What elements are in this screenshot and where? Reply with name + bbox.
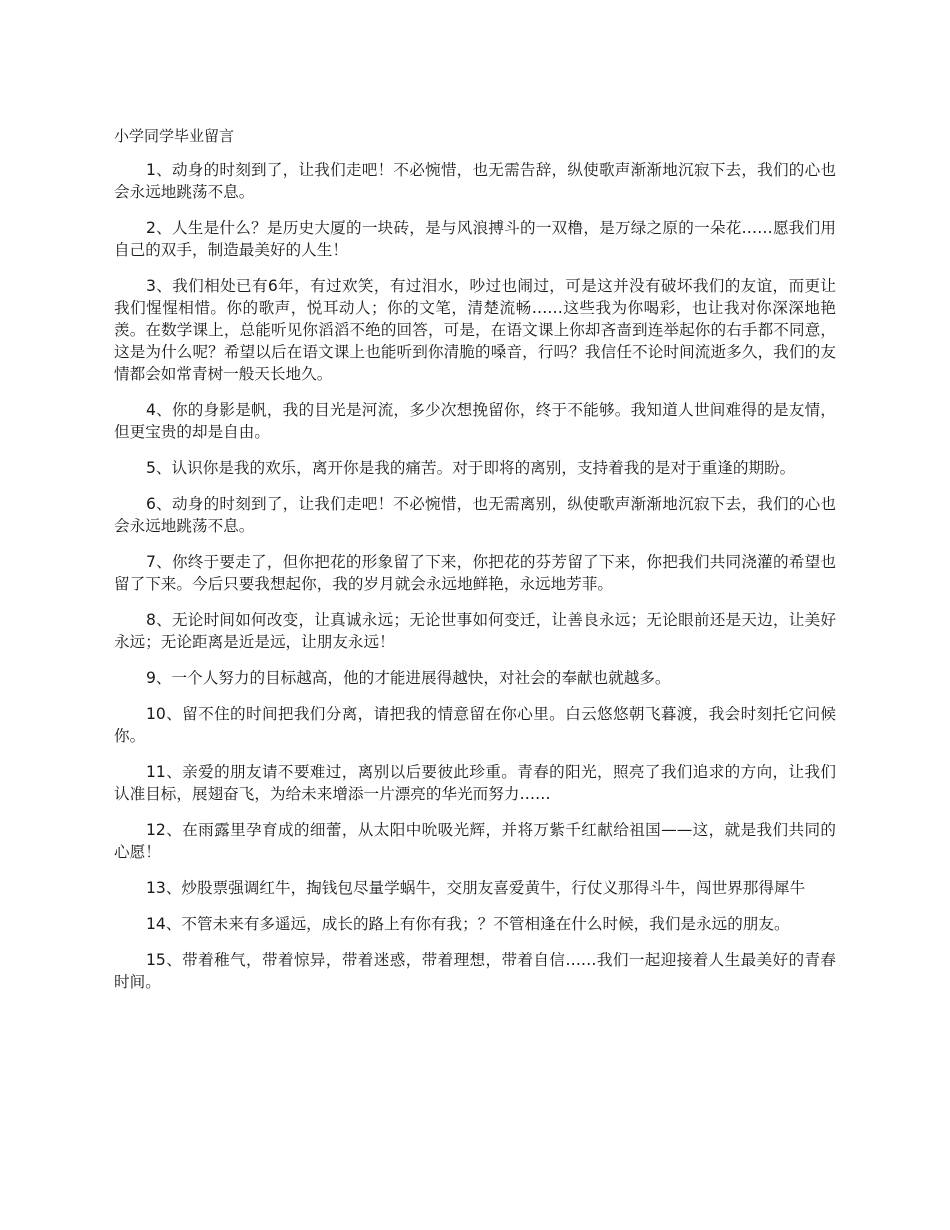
paragraph-15: 15、带着稚气，带着惊异，带着迷惑，带着理想，带着自信……我们一起迎接着人生最美好的青春时间。 — [114, 951, 836, 991]
paragraph-11: 11、亲爱的朋友请不要难过，离别以后要彼此珍重。青春的阳光，照亮了我们追求的方向，让我们认准目标，展翅奋飞，为给未来增添一片漂亮的华光而努力…… — [114, 763, 836, 803]
paragraph-1: 1、动身的时刻到了，让我们走吧！不必惋惜，也无需告辞，纵使歌声渐渐地沉寂下去，我们的心也会永远地跳荡不息。 — [114, 161, 836, 201]
paragraph-14: 14、不管未来有多遥远，成长的路上有你有我；？不管相逢在什么时候，我们是永远的朋友。 — [146, 915, 790, 933]
paragraph-13: 13、炒股票强调红牛，掏钱包尽量学蜗牛，交朋友喜爱黄牛，行仗义那得斗牛，闯世界那得犀牛 — [146, 879, 806, 897]
paragraph-2: 2、人生是什么？是历史大厦的一块砖，是与风浪搏斗的一双橹，是万绿之原的一朵花……愿我们用自己的双手，制造最美好的人生！ — [114, 219, 836, 259]
paragraph-3: 3、我们相处已有6年，有过欢笑，有过泪水，吵过也闹过，可是这并没有破坏我们的友谊，而更让我们惺惺相惜。你的歌声，悦耳动人；你的文笔，清楚流畅……这些我为你喝彩，也让我对你深深地艳羡。在数学课上，总能听见你滔滔不绝的回答，可是，在语文课上你却吝啬到连举起你的右手都不同意，这是为什么呢？希望以后在语文课上也能听到你清脆的嗓音，行吗？我信任不论时间流逝多久，我们的友情都会如常青树一般天长地久。 — [114, 277, 836, 383]
paragraph-4: 4、你的身影是帆，我的目光是河流，多少次想挽留你，终于不能够。我知道人世间难得的是友情，但更宝贵的却是自由。 — [114, 401, 836, 441]
paragraph-8: 8、无论时间如何改变，让真诚永远；无论世事如何变迁，让善良永远；无论眼前还是天边，让美好永远；无论距离是近是远，让朋友永远！ — [114, 611, 836, 651]
paragraph-12: 12、在雨露里孕育成的细蕾，从太阳中吮吸光辉，并将万紫千红献给祖国——这，就是我们共同的心愿！ — [114, 821, 836, 861]
paragraph-5: 5、认识你是我的欢乐，离开你是我的痛苦。对于即将的离别，支持着我的是对于重逢的期盼。 — [146, 459, 796, 477]
paragraph-9: 9、一个人努力的目标越高，他的才能进展得越快，对社会的奉献也就越多。 — [146, 669, 671, 687]
paragraph-7: 7、你终于要走了，但你把花的形象留了下来，你把花的芬芳留了下来，你把我们共同浇灌的希望也留了下来。今后只要我想起你，我的岁月就会永远地鲜艳，永远地芳菲。 — [114, 553, 836, 593]
paragraph-10: 10、留不住的时间把我们分离，请把我的情意留在你心里。白云悠悠朝飞暮渡，我会时刻托它问候你。 — [114, 705, 836, 745]
document-page — [114, 126, 836, 1007]
document-title: 小学同学毕业留言 — [114, 127, 235, 145]
paragraph-6: 6、动身的时刻到了，让我们走吧！不必惋惜，也无需离别，纵使歌声渐渐地沉寂下去，我们的心也会永远地跳荡不息。 — [114, 495, 836, 535]
